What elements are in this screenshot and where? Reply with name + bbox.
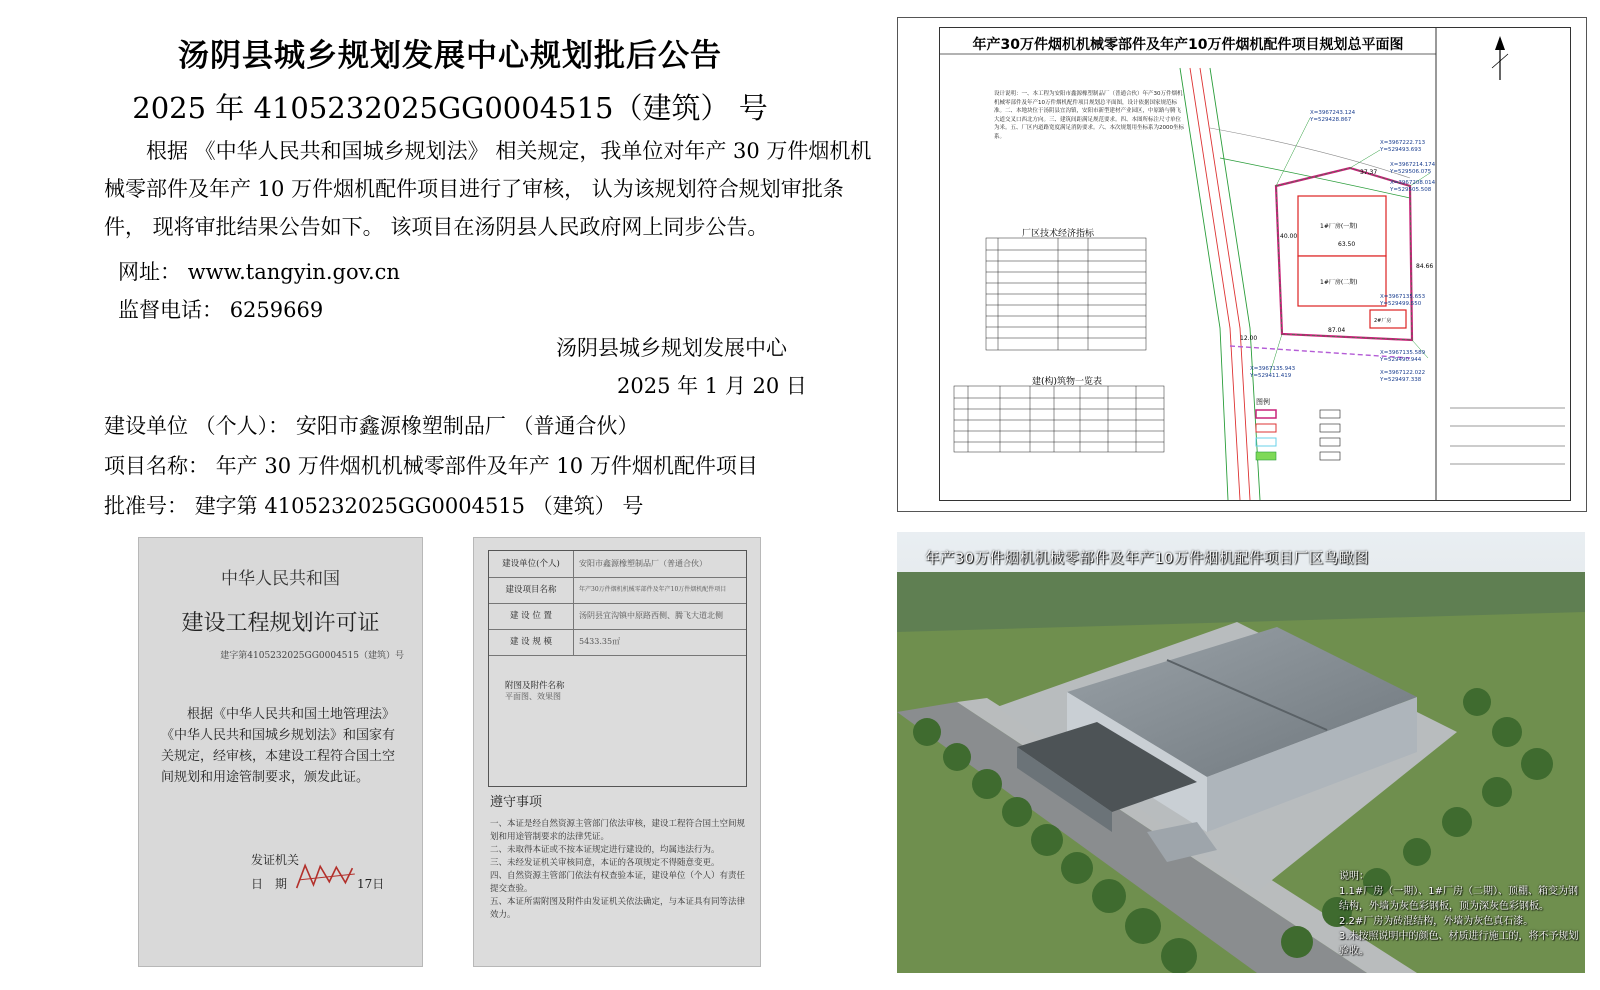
coord-label: Y=529497.338 bbox=[1380, 377, 1422, 383]
buildings-table bbox=[954, 386, 1164, 452]
website-label: 网址： bbox=[118, 260, 181, 284]
list-item: 一、本证是经自然资源主管部门依法审核，建设工程符合国土空间规划和用途管制要求的法律凭证。 bbox=[490, 819, 746, 842]
project-line bbox=[104, 450, 758, 480]
coord-label: Y=529411.419 bbox=[1250, 373, 1292, 379]
legend-label: 图例 bbox=[1256, 398, 1270, 406]
permit-date-label: 日 期 bbox=[251, 877, 288, 891]
coord-label: X=3967243.124 bbox=[1310, 110, 1356, 116]
permit-front-image bbox=[138, 537, 423, 967]
aerial-view-image bbox=[897, 532, 1585, 973]
legend-box bbox=[1256, 410, 1340, 460]
aerial-note-item: 3.未按照说明中的颜色、材质进行施工的，将不予规划验收。 bbox=[1339, 931, 1579, 957]
economic-indicator-table bbox=[986, 238, 1146, 350]
coord-label: Y=529506.075 bbox=[1390, 169, 1432, 175]
phone-label: 监督电话： bbox=[118, 298, 223, 322]
permit-country: 中华人民共和国 bbox=[221, 569, 340, 589]
coord-label: Y=529493.693 bbox=[1380, 147, 1422, 153]
notice-heading: 遵守事项 bbox=[490, 795, 543, 810]
notice-body: 根据 《中华人民共和国城乡规划法》 相关规定，我单位对年产 30 万件烟机机械零部件及年产 10 万件烟机配件项目进行了审核， 认为该规划符合规划审批条件， 现将审批结果公告如下。 该项目在汤阴县人民政府网上同步公告。 bbox=[104, 139, 872, 239]
aerial-note-item: 1.1#厂房（一期）、1#厂房（二期）、顶棚、箱变为钢结构，外墙为灰色彩钢板，顶为深灰色彩钢板。 bbox=[1339, 886, 1579, 912]
list-item: 四、自然资源主管部门依法有权查验本证，建设单位（个人）有责任提交查验。 bbox=[490, 871, 746, 894]
building-footprints bbox=[1298, 196, 1406, 328]
table-row bbox=[489, 577, 746, 604]
aerial-note-heading: 说明： bbox=[1339, 871, 1369, 882]
unit-line bbox=[104, 410, 639, 440]
site-plan-title: 年产30万件烟机机械零部件及年产10万件烟机配件项目规划总平面图 bbox=[972, 37, 1404, 53]
unit-value: 安阳市鑫源橡塑制品厂 （普通合伙） bbox=[295, 414, 639, 438]
economic-table-heading: 厂区技术经济指标 bbox=[1022, 229, 1095, 239]
list-item: 二、未取得本证或不按本证规定进行建设的，均属违法行为。 bbox=[490, 845, 720, 855]
permit-info-table bbox=[488, 550, 747, 787]
building-2-label: 2#厂房 bbox=[1374, 318, 1392, 324]
permit-body: 根据《中华人民共和国土地管理法》《中华人民共和国城乡规划法》和国家有关规定，经审核，本建设工程符合国土空间规划和用途管制要求，颁发此证。 bbox=[161, 707, 396, 785]
coord-label: Y=529428.867 bbox=[1310, 117, 1352, 123]
dim-label: 63.50 bbox=[1338, 241, 1356, 248]
approval-value: 建字第 4105232025GG0004515 （建筑） 号 bbox=[194, 494, 644, 518]
site-plan-notes: 设计说明：一、本工程为安阳市鑫源橡塑制品厂（普通合伙）年产30万件烟机机械零部件及年产10万件烟机配件项目规划总平面图，设计依据国家规范标准。二、本地块位于汤阴县宜沟镇，安阳市新型建材产业园区，中原路与腾飞大道交叉口西北方向。三、建筑间距满足规范要求。四、本图所标注尺寸单位为米。五、厂区内道路宽度满足消防要求。六、本次规划用坐标系为2000坐标系。 bbox=[994, 91, 1184, 140]
building-1b-label: 1#厂房(二期) bbox=[1320, 279, 1358, 286]
coord-label: X=3967208.014 bbox=[1390, 180, 1436, 186]
approval-line bbox=[104, 490, 643, 520]
notice-doc-number: 2025 年 4105232025GG0004515（建筑） 号 bbox=[132, 91, 768, 125]
permit-title: 建设工程规划许可证 bbox=[181, 611, 380, 636]
seal-scribble-icon bbox=[290, 854, 363, 899]
dim-label: 84.66 bbox=[1416, 263, 1434, 270]
coord-label: X=3967214.174 bbox=[1390, 162, 1436, 168]
site-plan-frame bbox=[939, 27, 1571, 501]
coord-label: Y=529505.508 bbox=[1390, 187, 1432, 193]
phone-line bbox=[118, 294, 323, 324]
permit-back-image bbox=[473, 537, 761, 967]
aerial-title: 年产30万件烟机机械零部件及年产10万件烟机配件项目厂区鸟瞰图 bbox=[925, 551, 1369, 567]
issuer-name: 汤阴县城乡规划发展中心 bbox=[556, 336, 787, 360]
row-value: 汤阴县宜沟镇中原路西侧、腾飞大道北侧 bbox=[579, 611, 723, 620]
approval-label: 批准号： bbox=[104, 494, 188, 518]
permit-number: 建字第4105232025GG0004515（建筑）号 bbox=[220, 651, 404, 661]
row-key: 建 设 位 置 bbox=[489, 603, 574, 629]
table-row bbox=[489, 551, 746, 578]
dim-label: 87.04 bbox=[1328, 327, 1346, 334]
row-value: 5433.35㎡ bbox=[579, 637, 621, 646]
attachments-value: 平面图、效果图 bbox=[505, 692, 561, 701]
aerial-note-item: 2.2#厂房为砖混结构，外墙为灰色真石漆。 bbox=[1339, 916, 1534, 927]
table-row bbox=[489, 629, 746, 656]
coord-label: X=3967222.713 bbox=[1380, 140, 1426, 146]
coord-label: X=3967122.022 bbox=[1380, 370, 1426, 376]
dim-label: 40.00 bbox=[1280, 233, 1298, 240]
phone-number: 6259669 bbox=[229, 298, 324, 322]
notice-title: 汤阴县城乡规划发展中心规划批后公告 bbox=[178, 38, 722, 74]
coord-label: X=3967135.653 bbox=[1380, 294, 1426, 300]
coord-label: Y=529499.550 bbox=[1380, 301, 1422, 307]
table-row bbox=[489, 603, 746, 630]
coord-label: X=3967135.589 bbox=[1380, 350, 1426, 356]
row-value: 安阳市鑫源橡塑制品厂（普通合伙） bbox=[579, 559, 707, 568]
dim-label: 37.37 bbox=[1360, 169, 1378, 176]
official-seal-stamp bbox=[290, 854, 363, 902]
list-item: 三、未经发证机关审核同意，本证的各项规定不得随意变更。 bbox=[490, 858, 720, 868]
unit-label: 建设单位 （个人）： bbox=[104, 414, 290, 438]
building-1-label: 1#厂房(一期) bbox=[1320, 223, 1358, 230]
permit-day: 17日 bbox=[357, 877, 385, 891]
attachments-label: 附图及附件名称 bbox=[505, 681, 565, 691]
project-value: 年产 30 万件烟机机械零部件及年产 10 万件烟机配件项目 bbox=[215, 454, 758, 478]
coord-label: X=3967135.943 bbox=[1250, 366, 1296, 372]
dim-label: 12.00 bbox=[1240, 335, 1258, 342]
notice-date: 2025 年 1 月 20 日 bbox=[617, 374, 807, 398]
website-link[interactable]: www.tangyin.gov.cn bbox=[187, 260, 400, 284]
project-label: 项目名称： bbox=[104, 454, 209, 478]
row-key: 建设项目名称 bbox=[489, 577, 574, 603]
list-item: 五、本证所需附图及附件由发证机关依法确定，与本证具有同等法律效力。 bbox=[490, 897, 746, 920]
site-plan-image bbox=[897, 17, 1587, 512]
row-key: 建设单位(个人) bbox=[489, 551, 574, 577]
row-key: 建 设 规 模 bbox=[489, 629, 574, 655]
coord-label: Y=529490.944 bbox=[1380, 357, 1422, 363]
aerial-notes bbox=[1339, 869, 1579, 959]
row-value: 年产30万件烟机机械零部件及年产10万件烟机配件项目 bbox=[579, 586, 727, 593]
buildings-table-heading: 建(构)筑物一览表 bbox=[1032, 377, 1103, 387]
website-line bbox=[118, 256, 400, 286]
north-arrow-icon bbox=[1492, 36, 1508, 80]
permit-issuer-label: 发证机关 bbox=[251, 853, 300, 867]
notice-list bbox=[490, 818, 748, 922]
